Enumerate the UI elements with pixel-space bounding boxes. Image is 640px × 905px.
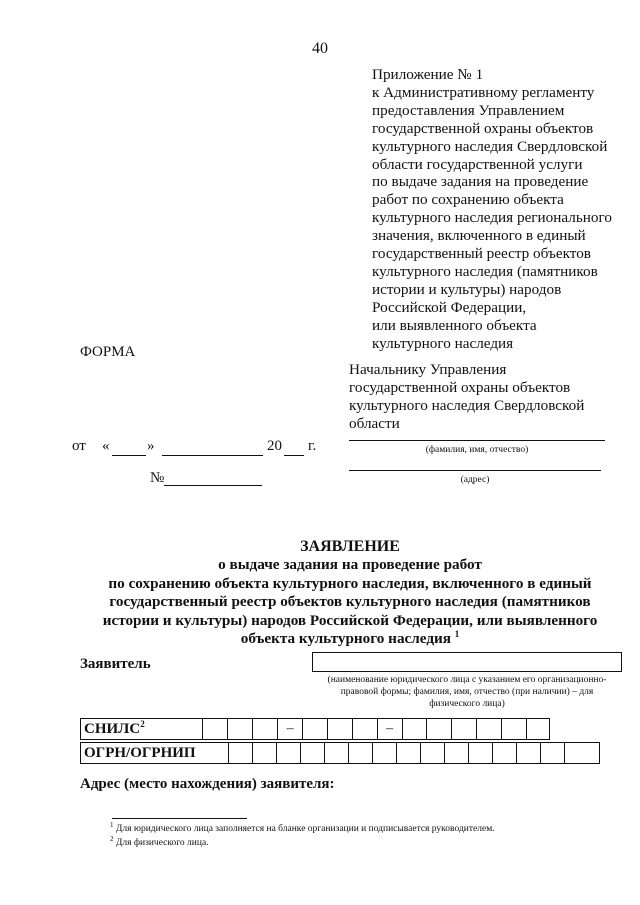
appendix-block (372, 66, 634, 353)
snils-digit-cell[interactable] (328, 719, 353, 739)
title-line: объекта культурного наследия (240, 630, 451, 648)
day-input-line[interactable] (112, 455, 146, 456)
applicant-input[interactable] (312, 652, 622, 672)
appendix-line: Приложение № 1 (372, 66, 484, 83)
snils-digit-cell[interactable] (427, 719, 452, 739)
ogrn-digit-cell[interactable] (349, 743, 373, 763)
appendix-line: по выдаче задания на проведение (372, 173, 589, 191)
ogrn-digit-cell[interactable] (493, 743, 517, 763)
snils-digit-cell[interactable] (203, 719, 228, 739)
appendix-line: истории и культуры) народов (372, 280, 562, 298)
appendix-line: культурного наследия (372, 334, 514, 352)
footnote-text: Для юридического лица заполняется на бланке организации и подписывается руководителем. (115, 824, 495, 834)
footnote-1 (110, 820, 495, 834)
appendix-line: области государственной услуги (372, 155, 583, 173)
ogrn-row (80, 742, 600, 764)
address-input-line[interactable] (349, 470, 601, 471)
appendix-line: Российской Федерации, (372, 298, 527, 316)
ogrn-digit-cell[interactable] (301, 743, 325, 763)
title-line: о выдаче задания на проведение работ (218, 556, 482, 574)
document-title (60, 538, 640, 648)
title-line: истории и культуры) народов Российской Федерации, или выявленного (102, 611, 598, 629)
appendix-line: или выявленного объекта (372, 316, 537, 334)
page-number: 40 (312, 40, 328, 57)
title-head: ЗАЯВЛЕНИЕ (300, 538, 400, 555)
snils-digit-cell[interactable] (527, 719, 549, 739)
ogrn-digit-cell[interactable] (373, 743, 397, 763)
title-line: по сохранению объекта культурного наследия, включенного в единый (108, 574, 592, 592)
appendix-line: государственной охраны объектов (372, 119, 594, 137)
applicant-caption-line: физического лица) (429, 699, 505, 709)
snils-separator: – (278, 719, 303, 739)
year-prefix: 20 (267, 438, 282, 454)
addressee-line: культурного наследия Свердловской (349, 396, 585, 414)
fio-input-line[interactable] (349, 440, 605, 441)
snils-digit-cell[interactable] (477, 719, 502, 739)
year-suffix: г. (308, 438, 317, 454)
footnote-ref: 2 (140, 719, 145, 729)
snils-label-text: СНИЛС (84, 721, 141, 737)
address-caption: (адрес) (460, 475, 490, 485)
snils-separator: – (378, 719, 403, 739)
ogrn-digit-cell[interactable] (517, 743, 541, 763)
title-line: государственный реестр объектов культурного наследия (памятников (109, 593, 591, 611)
ogrn-digit-cell[interactable] (229, 743, 253, 763)
snils-digit-cell[interactable] (452, 719, 477, 739)
snils-digit-cell[interactable] (353, 719, 378, 739)
applicant-label: Заявитель (80, 656, 151, 672)
appendix-line: работ по сохранению объекта (372, 191, 564, 209)
applicant-caption-line: (наименование юридического лица с указанием его организационно- (327, 675, 607, 685)
snils-digit-cell[interactable] (253, 719, 278, 739)
appendix-line: значения, включенного в единый (372, 227, 586, 245)
snils-digit-cell[interactable] (303, 719, 328, 739)
ogrn-digit-cell[interactable] (445, 743, 469, 763)
year-input-line[interactable] (284, 455, 304, 456)
appendix-line: предоставления Управлением (372, 101, 565, 119)
form-label: ФОРМА (80, 344, 136, 360)
snils-digit-cell[interactable] (502, 719, 527, 739)
addressee-line: области (349, 414, 400, 432)
applicant-caption-line: правовой формы; фамилия, имя, отчество (при наличии) – для (340, 687, 594, 697)
quote-close: » (147, 438, 155, 454)
appendix-line: культурного наследия регионального (372, 209, 612, 227)
footnote-separator (112, 818, 247, 819)
appendix-line: культурного наследия (памятников (372, 262, 598, 280)
addressee-block (349, 361, 584, 433)
ogrn-digit-cell[interactable] (277, 743, 301, 763)
appendix-line: культурного наследия Свердловской (372, 137, 608, 155)
addressee-line: государственной охраны объектов (349, 378, 571, 396)
appendix-line: государственный реестр объектов (372, 245, 591, 263)
applicant-address-label: Адрес (место нахождения) заявителя: (80, 776, 335, 792)
month-input-line[interactable] (162, 455, 263, 456)
appendix-line: к Административному регламенту (372, 83, 595, 101)
ogrn-label: ОГРН/ОГРНИП (81, 743, 229, 763)
footnote-mark: 1 (110, 820, 114, 829)
footnote-ref: 1 (454, 628, 460, 639)
footnote-text: Для физического лица. (115, 838, 209, 848)
ogrn-digit-cell[interactable] (397, 743, 421, 763)
number-input-line[interactable] (164, 485, 262, 486)
ogrn-digit-cell[interactable] (325, 743, 349, 763)
ogrn-digit-cell[interactable] (541, 743, 565, 763)
applicant-caption (306, 674, 628, 710)
number-sign: № (150, 470, 165, 486)
ogrn-digit-cell[interactable] (421, 743, 445, 763)
snils-digit-cell[interactable] (228, 719, 253, 739)
ogrn-digit-cell[interactable] (469, 743, 493, 763)
snils-digit-cell[interactable] (403, 719, 428, 739)
snils-row (80, 718, 550, 740)
date-from-label: от (72, 438, 86, 454)
addressee-line: Начальнику Управления (349, 361, 507, 378)
ogrn-digit-cell[interactable] (253, 743, 277, 763)
footnote-mark: 2 (110, 834, 114, 843)
fio-caption: (фамилия, имя, отчество) (425, 445, 529, 455)
snils-label (81, 719, 203, 739)
ogrn-digit-cell[interactable] (565, 743, 587, 763)
quote-open: « (102, 438, 110, 454)
footnote-2 (110, 834, 209, 848)
